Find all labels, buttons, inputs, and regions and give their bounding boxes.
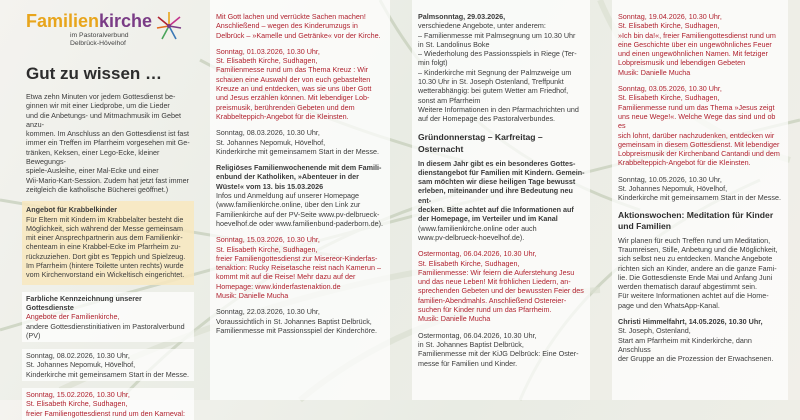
event-continued-text: Mit Gott lachen und verrückte Sachen machen! Anschließend – wegen des Kinderumzugs in Delbrück – »Kamelle und Getränke« vor der Kirche. — [216, 12, 381, 40]
event-date: Ostermontag, 06.04.2026, 10.30 Uhr, — [418, 249, 537, 259]
logo-subtitle-2: Delbrück-Hövelhof — [70, 40, 126, 47]
event-date: Christi Himmelfahrt, 14.05.2026, 10.30 Uhr, — [618, 317, 763, 327]
event-date: Sonntag, 08.03.2026, 10.30 Uhr, — [216, 128, 320, 138]
star-burst-icon — [156, 10, 182, 42]
event-text: St. Elisabeth Kirche, Sudhagen, Familienmesse rund um das Thema Kreuz : Wir schauen eine Auswahl der von euch gebastelten Kreuze an und entdecken, was sie uns über Gott und Jesus erzählen können. Mit lebendiger Lob- preismusik, berührenden Gebeten und dem Krabbelteppich-Angebot für die Kleinsten. — [216, 56, 372, 121]
event-date: Sonntag, 01.03.2026, 10.30 Uhr, — [216, 46, 320, 56]
event-text: St. Elisabeth Kirche, Sudhagen, freier Familiengottesdienst zur Misereor-Kinderfas- tenaktion: Rucky Reisetasche reist nach Kamerun – kommt mit auf die Reise! Mehr dazu auf der Homepage: www.kinderfastenaktion.de Musik: Danielle Mucha — [216, 244, 381, 301]
weekend-text: Infos und Anmeldung auf unserer Homepage (www.familienkirche.online, über den Link zur Familienkirche auf der PV-Seite www.pv-delbrueck- hoevelhof.de oder www.familienbund-paderborn.de). — [216, 191, 384, 228]
event-text: Voraussichtlich in St. Johannes Baptist Delbrück, Familienmesse mit Passionsspiel der Kinderchöre. — [216, 316, 377, 335]
krabbel-heading: Angebot für Krabbelkinder — [26, 205, 118, 215]
column-4 — [612, 0, 788, 400]
event-date: Sonntag, 03.05.2026, 10.30 Uhr, — [618, 84, 722, 94]
event-text: St. Elisabeth Kirche, Sudhagen, freier Familiengottesdienst rund um den Karneval: — [26, 399, 186, 418]
easter-links: (www.familienkirche.online oder auch www.pv-delbrueck-hoevelhof.de). — [418, 223, 537, 242]
event-text: St. Joseph, Ostenland, Start am Pfarrheim mit Kinderkirche, dann Anschluss der Gruppe an die Prozession der Erwachsenen. — [618, 326, 774, 364]
event-text: in St. Johannes Baptist Delbrück, Familienmesse mit der KiJG Delbrück: Eine Oster- messe für Familien und Kinder. — [418, 339, 579, 368]
weekend-heading: Religiöses Familienwochenende mit dem Famili- enbund der Katholiken, »Abenteuer in der Wüste!« vom 13. bis 15.03.2026 — [216, 163, 382, 191]
column-3 — [412, 0, 590, 400]
logo-wordmark: Familienkirche — [26, 11, 153, 31]
palm-sunday-text: verschiedene Angebote, unter anderem: – Familienmesse mit Palmsegnung um 10.30 Uhr in St. Landolinus Boke – Wiederholung des Passionsspiels in Riege (Ter- min folgt) – Kinderkirche mit Segnung der Palmzweige um 10.30 Uhr in St. Joseph Ostenland, Treffpunkt wetterabhängig: bei gutem Wetter am Friedhof, sonst am Pfarrheim Weitere Informationen in den Pfarrnachrichten und auf der Homepage des Pastoralverbundes. — [418, 21, 579, 124]
event-date: Sonntag, 15.03.2026, 10.30 Uhr, — [216, 235, 320, 245]
event-date: Ostermontag, 06.04.2026, 10.30 Uhr, — [418, 330, 537, 340]
event-text: St. Johannes Nepomuk, Hövelhof, Kinderkirche mit gemeinsamem Start in der Messe. — [216, 137, 379, 156]
event-text: St. Elisabeth Kirche, Sudhagen, Familienmesse: Wir feiern die Auferstehung Jesu und das neue Leben! Mit fröhlichen Liedern, an- sprechenden Gebeten und der bewussten Feier des familien-Abendmahls. Anschließend Ostereier- suchen für Kinder rund um das Pfarrheim. Musik: Danielle Mucha — [418, 258, 584, 324]
easter-heading: Gründonnerstag – Karfreitag – Osternacht — [418, 131, 543, 154]
event-text: St. Elisabeth Kirche, Sudhagen, Familienmesse rund um das Thema »Jesus zeigt uns neue Wege!«. Welche Wege das sind und ob es sich lohnt, darüber nachzudenken, entdecken wir gemeinsam in diesem Gottesdienst. Mit lebendiger Lobpreismusik der Kirchenband Cantandi und dem Krabbelteppich-Angebot für die Kleinsten. — [618, 93, 780, 168]
krabbel-box — [22, 201, 194, 284]
meditation-text: Wir planen für euch Treffen rund um Meditation, Traumreisen, Stille, Anbetung und die Möglichkeit, sich selbst neu zu entdecken. Manche Angebote richten sich an Kinder, andere an die ganze Fami- lie. Die Gottesdienste Ende Mai und Anfang Juni werden thematisch darauf abgestimmt sein. Für weitere Informationen achtet auf die Home- page und den WhatsApp-Kanal. — [618, 235, 778, 310]
event-date: Sonntag, 15.02.2026, 10.30 Uhr, — [26, 390, 130, 400]
event-text: St. Johannes Nepomuk, Hövelhof, Kinderkirche mit gemeinsamem Start in der Messe. — [618, 184, 781, 203]
familienkirche-logo — [26, 10, 194, 58]
legend-heading: Farbliche Kennzeichnung unserer Gottesdienste — [26, 293, 142, 312]
easter-intro: In diesem Jahr gibt es ein besonderes Gottes- dienstangebot für Familien mit Kindern. Gemein- sam möchten wir diese heiligen Tage bewusst erleben, miteinander und ihre Bedeutung neu ent- decken. Bitte achtet auf die Informationen auf der Homepage, im Verteiler und im Kanal — [418, 158, 585, 224]
column-2 — [210, 0, 390, 400]
legend-familienkirche: Angebote der Familienkirche, — [26, 312, 120, 322]
event-entry — [22, 388, 194, 420]
legend-pv: andere Gottesdienstinitiativen im Pastoralverbund (PV) — [26, 321, 185, 340]
legend-box — [22, 292, 194, 342]
intro-text: Etwa zehn Minuten vor jedem Gottesdienst be- ginnen wir mit einer Liedprobe, um die Lieder und die Anbetungs- und Mitmachmusik im Gebet anzu- kommen. Im Anschluss an den Gottesdienst ist fast immer ein Treffen im Pfarrheim vorgesehen mit Ge- tränken, Keksen, einer Lego-Ecke, kleiner Bewegungs- spiele-Ausleihe, einer Mal-Ecke und einer Wii-Mario-Kart-Session. Zudem hat jetzt fast immer zeitgleich die katholische Bücherei geöffnet.) — [26, 92, 190, 194]
palm-sunday-date: Palmsonntag, 29.03.2026, — [418, 12, 506, 21]
event-date: Sonntag, 10.05.2026, 10.30 Uhr, — [618, 174, 722, 184]
page-title: Gut zu wissen … — [26, 64, 163, 83]
event-date: Sonntag, 22.03.2026, 10.30 Uhr, — [216, 307, 320, 317]
event-text: St. Elisabeth Kirche, Sudhagen, »Ich bin da!«, freier Familiengottesdienst rund um eine Geschichte über ein ungewöhnliches Feuer und einen ungewöhnlichen Namen. Mit fetziger Lobpreismusik und lebendigen Gebeten Musik: Danielle Mucha — [618, 21, 776, 77]
logo-subtitle-1: im Pastoralverbund — [70, 32, 129, 39]
krabbel-text: Für Eltern mit Kindern im Krabbelalter besteht die Möglichkeit, sich während der Messe gemeinsam mit einer Ansprechpartnerin aus dem Familienkir- chenteam in eine Krabbel-Ecke im Pfarrheim zu- rückzuziehen. Dort gibt es Teppich und Spielzeug. Im Pfarrheim (hintere Toilette unten rechts) wurde vom Kirchenvorstand ein Wickeltisch eingerichtet. — [26, 214, 186, 280]
event-date: Sonntag, 08.02.2026, 10.30 Uhr, — [26, 351, 130, 361]
column-1 — [26, 0, 194, 418]
event-entry — [22, 349, 194, 381]
meditation-heading: Aktionswochen: Meditation für Kinder und Familien — [618, 209, 774, 231]
event-text: St. Johannes Nepomuk, Hövelhof, Kinderkirche mit gemeinsamem Start in der Messe. — [26, 360, 189, 379]
event-date: Sonntag, 19.04.2026, 10.30 Uhr, — [618, 12, 722, 21]
